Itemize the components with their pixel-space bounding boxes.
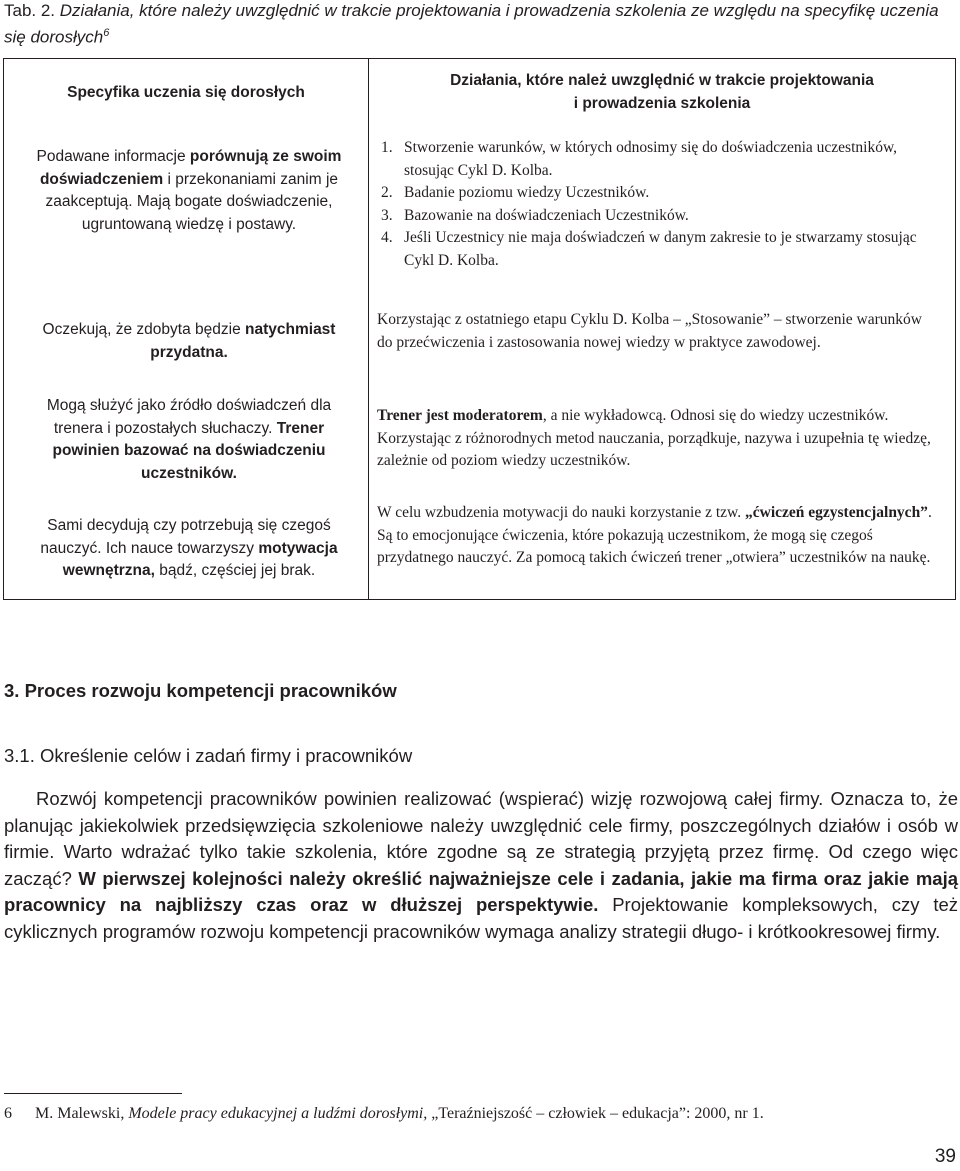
text-run: Projektowanie kompleksowych, czy też cyklicznych programów rozwoju kompetencji pracowników wymaga analizy strategii długo- i krótkookresowej firmy. [4, 894, 959, 942]
right-paragraph-4 [377, 502, 941, 570]
footnote [4, 1103, 958, 1125]
header-line: i prowadzenia szkolenia [573, 94, 751, 112]
bold-run: motywacja wewnętrzna, [62, 539, 338, 579]
subsection-heading: 3.1. Określenie celów i zadań firmy i pracowników [4, 745, 413, 766]
left-column-header: Specyfika uczenia się dorosłych [67, 84, 305, 101]
list-number: 3. [381, 206, 393, 224]
footnote-title: Modele pracy edukacyjnej a ludźmi dorosłymi, [128, 1105, 428, 1122]
page-number: 39 [934, 1146, 956, 1167]
right-column [369, 59, 955, 599]
text-run: . Są to emocjonujące ćwiczenia, które pokazują uczestnikom, że mogą się czegoś przydatnego nauczyć. Za pomocą takich ćwiczeń trener „otwiera” uczestników na naukę. [377, 504, 932, 566]
text-run: W celu wzbudzenia motywacji do nauki korzystanie z tzw. [377, 504, 745, 521]
caption-footnote-ref: 6 [103, 27, 110, 39]
table-caption [4, 0, 956, 49]
list-number: 1. [381, 139, 393, 156]
text-run: i przekonaniami zanim je zaakceptują. Mają bogate doświadczenie, ugruntowaną wiedzę i postawy. [45, 170, 339, 233]
bold-run: porównują ze swoim doświadczeniem [39, 148, 342, 188]
actions-list-block [377, 137, 941, 272]
list-text: Bazowanie na doświadczeniach Uczestników. [404, 206, 689, 224]
left-paragraph-1 [24, 146, 354, 236]
list-text: Badanie poziomu wiedzy Uczestników. [404, 184, 650, 201]
text-run: Podawane informacje [36, 148, 190, 165]
footnote-number: 6 [4, 1105, 12, 1122]
list-item [377, 137, 941, 182]
right-column-header [369, 70, 955, 115]
left-column [4, 59, 368, 599]
footnote-author: M. Malewski, [35, 1105, 129, 1122]
left-paragraph-4 [24, 515, 354, 583]
text-run: bądź, częściej jej brak. [154, 562, 316, 579]
bold-run: natychmiast przydatna. [150, 321, 336, 361]
bold-run: Trener jest moderatorem [377, 407, 543, 424]
text-run: , a nie wykładowcą. Odnosi się do wiedzy uczestników. Korzystając z różnorodnych metod nauczania, porządkuje, nazywa i uzupełnia tę wiedzę, zależnie od poziom wiedzy uczestników. [377, 407, 931, 469]
footnote-source: „Teraźniejszość – człowiek – edukacja”: 2000, nr 1. [427, 1105, 764, 1122]
footnote-rule [4, 1093, 182, 1094]
header-line: Działania, które należ uwzględnić w trakcie projektowania [450, 72, 874, 89]
right-paragraph-2: Korzystając z ostatniego etapu Cyklu D. Kolba – „Stosowanie” – stworzenie warunków do przećwiczenia i zastosowania nowej wiedzy w praktyce zawodowej. [377, 311, 922, 351]
text-run: Oczekują, że zdobyta będzie [42, 321, 246, 338]
list-item [377, 182, 941, 205]
bold-run: W pierwszej kolejności należy określić najważniejsze cele i zadania, jakie ma firma oraz jakie mają pracownicy na najbliższy czas oraz w dłuższej perspektywie. [4, 867, 958, 915]
left-paragraph-3 [24, 395, 354, 485]
caption-title: Działania, które należy uwzględnić w trakcie projektowania i prowadzenia szkolenia ze względu na specyfikę uczenia się dorosłych [4, 1, 939, 47]
actions-list [377, 137, 941, 272]
list-number: 2. [381, 184, 393, 201]
right-paragraph-3 [377, 405, 941, 473]
list-text: Stworzenie warunków, w których odnosimy się do doświadczenia uczestników, stosując Cykl D. Kolba. [404, 139, 898, 179]
list-item [377, 205, 941, 228]
text-run: Mogą służyć jako źródło doświadczeń dla trenera i pozostałych słuchaczy. [46, 397, 332, 437]
comparison-table [3, 58, 956, 600]
caption-prefix: Tab. 2. [4, 1, 56, 20]
list-number: 4. [381, 229, 393, 246]
bold-run: Trener powinien bazować na doświadczeniu uczestników. [52, 419, 326, 482]
text-run: Rozwój kompetencji pracowników powinien realizować (wspierać) wizję rozwojową całej firmy. Oznacza to, że planując jakiekolwiek przedsięwzięcia szkoleniowe należy uwzględnić cele firmy, poszczególnych działów i osób w firmie. Warto wdrażać tylko takie szkolenia, które zgodne są ze strategią przyjętą przez firmę. Od czego więc zacząć? [4, 788, 958, 889]
section-heading: 3. Proces rozwoju kompetencji pracowników [4, 680, 397, 701]
left-paragraph-2 [24, 319, 354, 364]
list-text: Jeśli Uczestnicy nie maja doświadczeń w danym zakresie to je stwarzamy stosując Cykl D. Kolba. [404, 229, 917, 269]
text-run: Sami decydują czy potrzebują się czegoś nauczyć. Ich nauce towarzyszy [40, 517, 331, 557]
list-item [377, 227, 941, 272]
body-paragraph [4, 786, 958, 945]
bold-run: „ćwiczeń egzystencjalnych” [745, 504, 928, 521]
